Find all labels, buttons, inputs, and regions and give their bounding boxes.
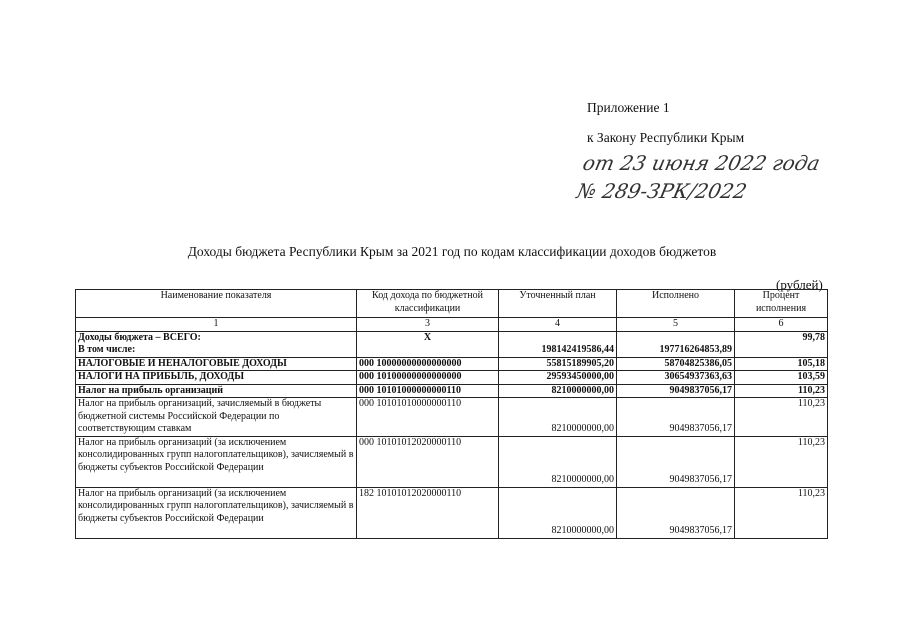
- column-number: 3: [357, 318, 499, 332]
- unit-label: (рублей): [776, 277, 823, 292]
- table-row: [76, 384, 828, 398]
- row-percent: 110,23: [735, 398, 828, 437]
- row-percent: 110,23: [735, 487, 828, 538]
- row-code: 000 10101000000000110: [357, 384, 499, 398]
- row-plan: 198142419586,44: [499, 331, 617, 357]
- row-name-line1: Доходы бюджета – ВСЕГО:: [78, 331, 201, 343]
- table-row: [76, 371, 828, 385]
- row-code: Х: [357, 331, 499, 357]
- column-header-done: Исполнено: [617, 290, 735, 318]
- table-row: [76, 357, 828, 371]
- row-name: Налог на прибыль организаций (за исключением консолидированных групп налогоплательщиков), зачисляемый в бюджеты субъектов Российской Федерации: [76, 436, 357, 487]
- row-code: 000 10101012020000110: [357, 436, 499, 487]
- table-row: [76, 487, 828, 538]
- column-header-code: Код дохода по бюджетной классификации: [357, 290, 499, 318]
- column-number: 5: [617, 318, 735, 332]
- row-code: 000 10101010000000110: [357, 398, 499, 437]
- table-row: [76, 436, 828, 487]
- column-number: 1: [76, 318, 357, 332]
- document-title: Доходы бюджета Республики Крым за 2021 год по кодам классификации доходов бюджетов: [187, 244, 717, 259]
- column-header-name: Наименование показателя: [76, 290, 357, 318]
- row-plan: 8210000000,00: [499, 398, 617, 437]
- column-number: 6: [735, 318, 828, 332]
- handwritten-date-text: от 23 июня 2022 года: [580, 151, 822, 175]
- appendix-number: Приложение 1: [587, 100, 670, 115]
- row-plan: 55815189905,20: [499, 357, 617, 371]
- row-done: 9049837056,17: [617, 487, 735, 538]
- row-percent: 105,18: [735, 357, 828, 371]
- row-done: 197716264853,89: [617, 331, 735, 357]
- row-name: Налог на прибыль организаций, зачисляемый в бюджеты бюджетной системы Российской Федерации по соответствующим ставкам: [76, 398, 357, 437]
- column-header-percent: Процент исполнения: [735, 290, 828, 318]
- row-plan: 8210000000,00: [499, 436, 617, 487]
- row-name-line2: В том числе:: [78, 344, 136, 355]
- row-name: НАЛОГИ НА ПРИБЫЛЬ, ДОХОДЫ: [76, 371, 357, 385]
- table-row: [76, 398, 828, 437]
- appendix-law-reference: к Закону Республики Крым: [587, 130, 745, 145]
- row-name: [76, 331, 357, 357]
- row-name: Налог на прибыль организаций: [76, 384, 357, 398]
- row-plan: 8210000000,00: [499, 384, 617, 398]
- row-done: 58704825386,05: [617, 357, 735, 371]
- row-code: 000 10100000000000000: [357, 371, 499, 385]
- table-header-row: [76, 290, 828, 318]
- row-plan: 8210000000,00: [499, 487, 617, 538]
- row-done: 9049837056,17: [617, 436, 735, 487]
- row-done: 9049837056,17: [617, 398, 735, 437]
- row-code: 000 10000000000000000: [357, 357, 499, 371]
- handwritten-date-number: [572, 150, 822, 206]
- column-number: 4: [499, 318, 617, 332]
- row-plan: 29593450000,00: [499, 371, 617, 385]
- column-header-plan: Уточненный план: [499, 290, 617, 318]
- handwritten-number-text: № 289-ЗРК/2022: [574, 179, 749, 203]
- row-done: 9049837056,17: [617, 384, 735, 398]
- row-done: 30654937363,63: [617, 371, 735, 385]
- row-name: НАЛОГОВЫЕ И НЕНАЛОГОВЫЕ ДОХОДЫ: [76, 357, 357, 371]
- income-table: [75, 289, 828, 539]
- column-number-row: [76, 318, 828, 332]
- row-name: Налог на прибыль организаций (за исключением консолидированных групп налогоплательщиков), зачисляемый в бюджеты субъектов Российской Федерации: [76, 487, 357, 538]
- table-row: [76, 331, 828, 357]
- row-percent: 110,23: [735, 384, 828, 398]
- row-percent: 103,59: [735, 371, 828, 385]
- row-percent: 99,78: [735, 331, 828, 357]
- row-code: 182 10101012020000110: [357, 487, 499, 538]
- row-percent: 110,23: [735, 436, 828, 487]
